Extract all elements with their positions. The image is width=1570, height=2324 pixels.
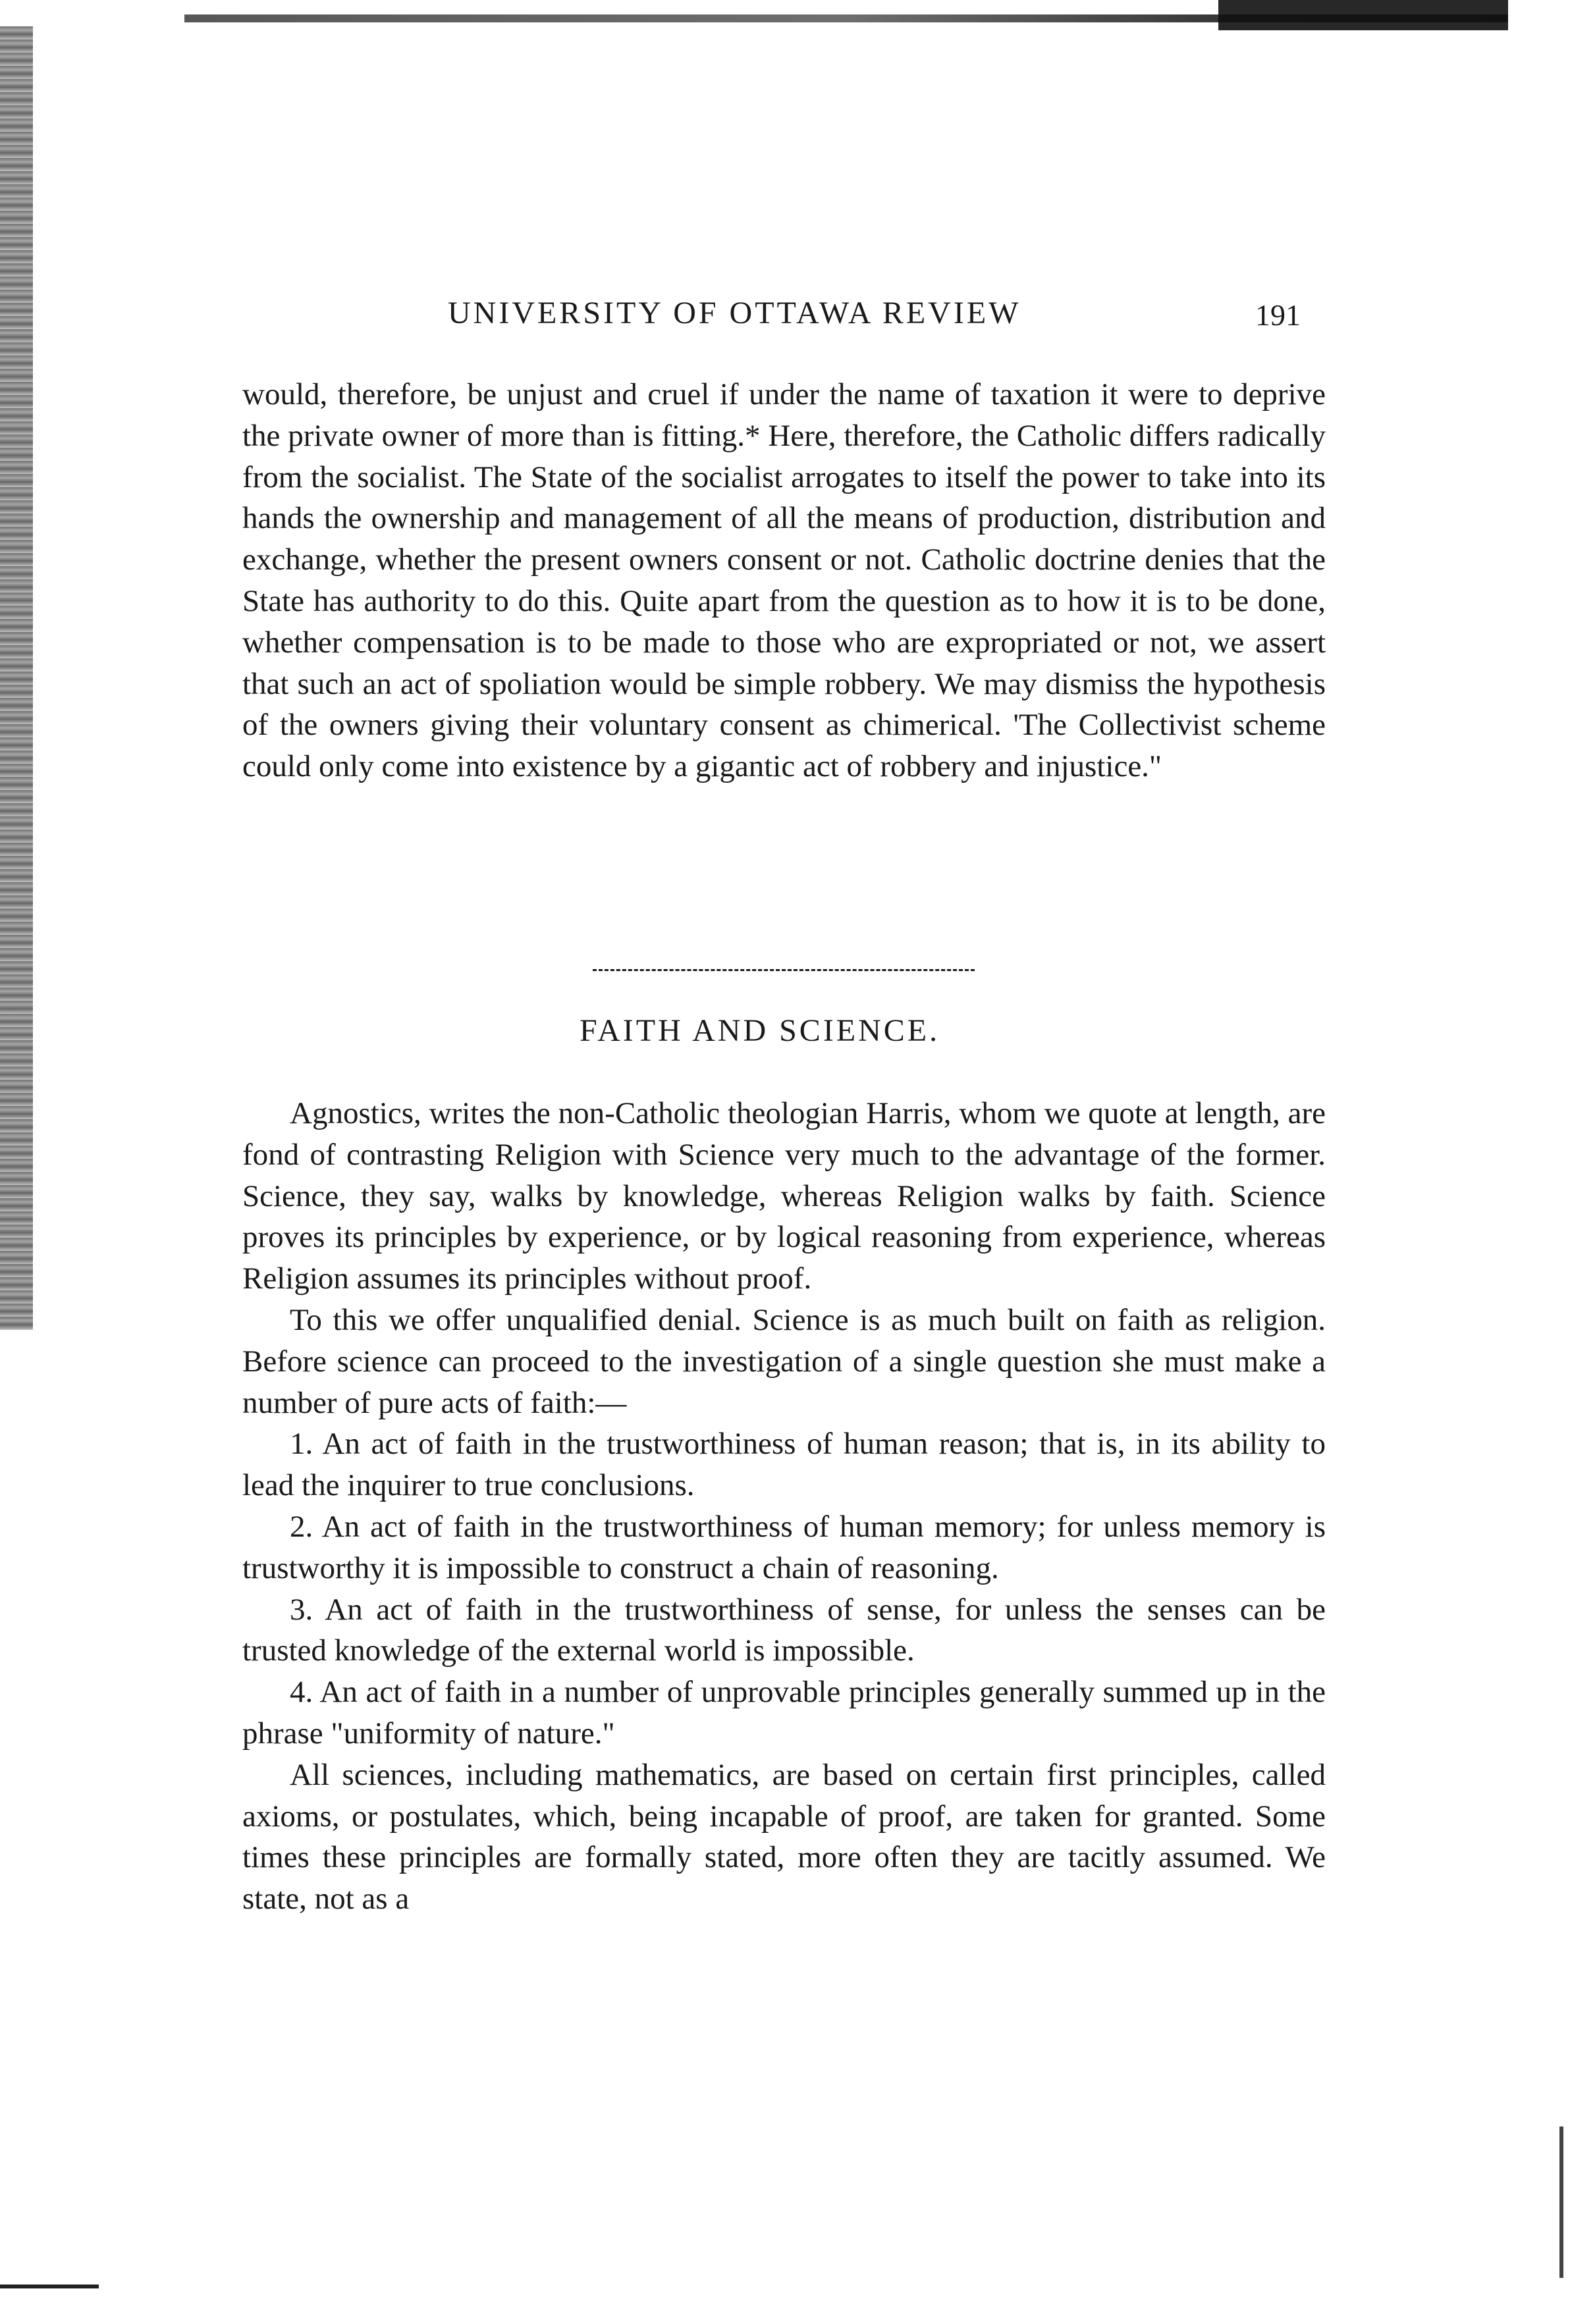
scan-bottom-mark bbox=[0, 2284, 99, 2288]
body-paragraph: Agnostics, writes the non-Catholic theologian Harris, whom we quote at length, are fond of contrasting Religion with Science very much to the advantage of the former. Science, they say, walks by knowledge, whereas Religion walks by faith. Science proves its principles by experience, or by logical reasoning from experience, whereas Religion assumes its principles without proof. bbox=[242, 1096, 1326, 1296]
scan-binding-edge bbox=[0, 26, 33, 1330]
body-paragraph: All sciences, including mathematics, are based on certain first principles, called axioms, or postulates, which, being incapable of proof, are taken for granted. Some times these principles are formally stated, more often they are tacitly assumed. We state, not as a bbox=[242, 1757, 1326, 1916]
numbered-item-3: 3. An act of faith in the trustworthiness of sense, for unless the senses can be trusted knowledge of the external world is impossible. bbox=[242, 1592, 1326, 1668]
running-header: UNIVERSITY OF OTTAWA REVIEW bbox=[448, 296, 1021, 330]
continuation-paragraph: would, therefore, be unjust and cruel if under the name of taxation it were to deprive the private owner of more than is fitting.* Here, therefore, the Catholic differs radically from the socialist. The State of the socialist arrogates to itself the power to take into its hands the ownership and management of all the means of production, distribution and exchange, whether the present owners consent or not. Catholic doctrine denies that the State has authority to do this. Quite apart from the question as to how it is to be done, whether compensation is to be made to those who are expropriated or not, we assert that such an act of spoliation would be simple robbery. We may dismiss the hypothesis of the owners giving their voluntary consent as chimerical. 'The Collectivist scheme could only come into existence by a gigantic act of robbery and injustice." bbox=[242, 377, 1326, 784]
section-title: FAITH AND SCIENCE. bbox=[580, 1013, 940, 1048]
section-divider bbox=[593, 969, 975, 971]
page-number: 191 bbox=[1255, 298, 1301, 332]
numbered-item-1: 1. An act of faith in the trustworthiness of human reason; that is, in its ability to lead the inquirer to true conclusions. bbox=[242, 1427, 1326, 1503]
scan-top-edge bbox=[1218, 0, 1508, 30]
continuation-text bbox=[242, 374, 1326, 787]
numbered-item-4: 4. An act of faith in a number of unprovable principles generally summed up in the phrase "uniformity of nature." bbox=[242, 1675, 1326, 1751]
numbered-item-2: 2. An act of faith in the trustworthiness of human memory; for unless memory is trustworthy it is impossible to construct a chain of reasoning. bbox=[242, 1509, 1326, 1585]
scan-right-mark bbox=[1559, 2126, 1563, 2278]
body-paragraph: To this we offer unqualified denial. Science is as much built on faith as religion. Before science can proceed to the investigation of a single question she must make a number of pure acts of faith:— bbox=[242, 1302, 1326, 1420]
section-body bbox=[242, 1093, 1326, 1920]
